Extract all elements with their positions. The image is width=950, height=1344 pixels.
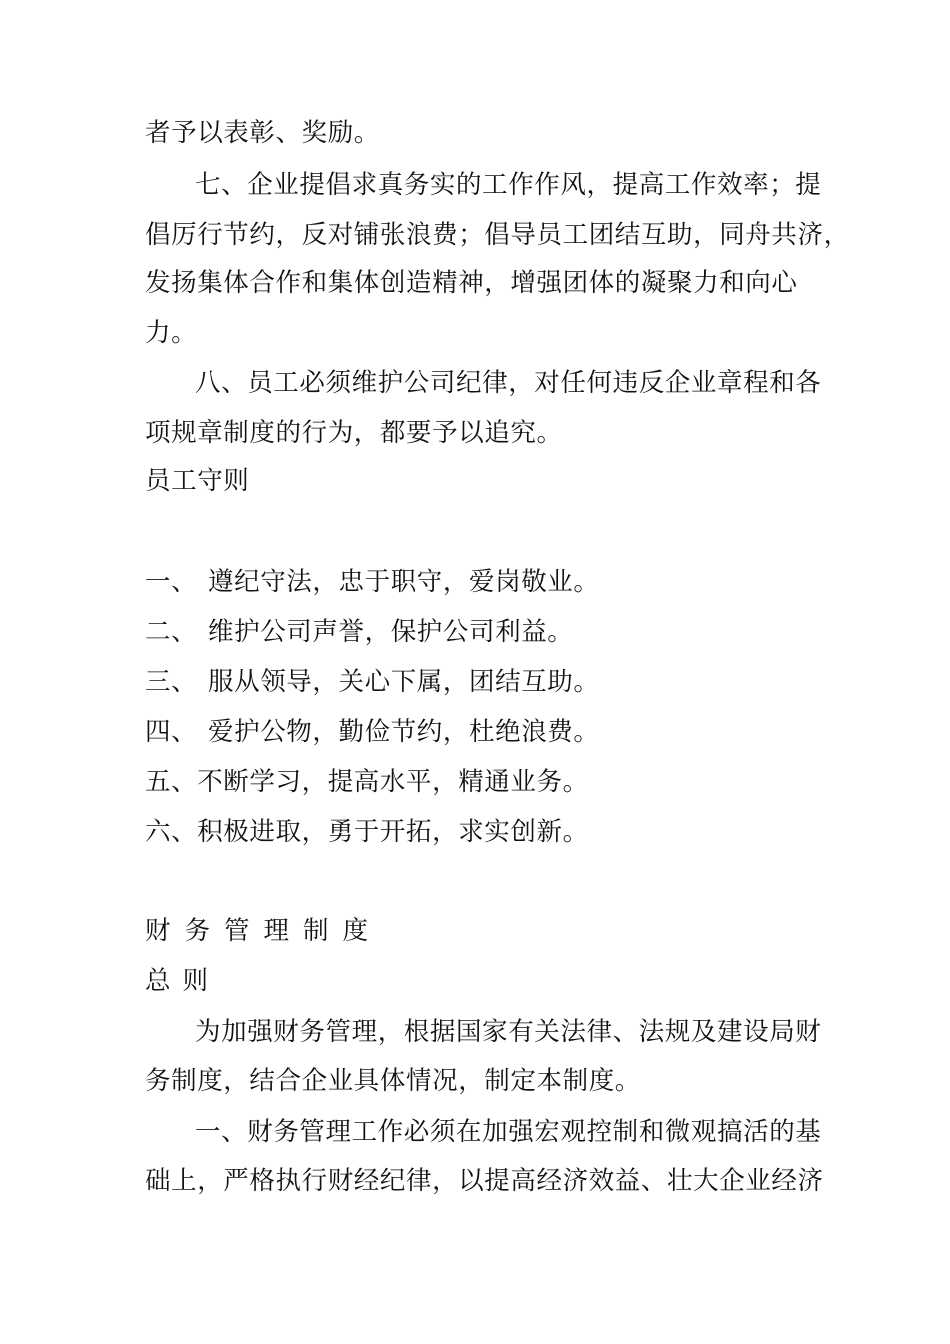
rule-8-line-1: 八、员工必须维护公司纪律，对任何违反企业章程和各 <box>195 368 822 398</box>
rule-7-line-4: 力。 <box>145 318 198 348</box>
code-item <box>145 617 573 647</box>
general-provisions-heading: 总则 <box>145 966 221 996</box>
rule-7-line-1: 七、企业提倡求真务实的工作作风，提高工作效率；提 <box>195 170 822 200</box>
rule-7-line-3: 发扬集体合作和集体创造精神，增强团体的凝聚力和向心 <box>145 268 798 298</box>
code-item-number: 五、 <box>145 767 198 797</box>
paragraph-continuation: 者予以表彰、奖励。 <box>145 118 380 148</box>
code-item <box>145 717 600 747</box>
clause-1-line-2: 础上，严格执行财经纪律，以提高经济效益、壮大企业经济 <box>145 1166 824 1196</box>
code-item-text: 维护公司声誉，保护公司利益。 <box>208 617 574 647</box>
code-item-text: 积极进取，勇于开拓，求实创新。 <box>197 817 589 847</box>
rule-8-line-2: 项规章制度的行为，都要予以追究。 <box>145 418 563 448</box>
intro-line-2: 务制度，结合企业具体情况，制定本制度。 <box>145 1066 641 1096</box>
code-item-number: 二、 <box>145 617 198 647</box>
clause-1-line-1: 一、财务管理工作必须在加强宏观控制和微观搞活的基 <box>195 1117 822 1147</box>
code-item-number: 一、 <box>145 567 198 597</box>
code-item-number: 四、 <box>145 717 198 747</box>
code-item-text: 爱护公物，勤俭节约，杜绝浪费。 <box>208 717 600 747</box>
code-item-text: 不断学习，提高水平，精通业务。 <box>197 767 589 797</box>
code-item <box>145 567 600 597</box>
code-item-text: 遵纪守法，忠于职守，爱岗敬业。 <box>208 567 600 597</box>
employee-code-heading: 员工守则 <box>145 466 250 496</box>
code-item-number: 三、 <box>145 667 198 697</box>
code-item-number: 六、 <box>145 817 198 847</box>
code-item-text: 服从领导，关心下属，团结互助。 <box>208 667 600 697</box>
finance-system-title: 财务管理制度 <box>145 916 383 946</box>
intro-line-1: 为加强财务管理，根据国家有关法律、法规及建设局财 <box>195 1017 822 1047</box>
code-item <box>145 667 600 697</box>
code-item <box>145 767 589 797</box>
rule-7-line-2: 倡厉行节约，反对铺张浪费；倡导员工团结互助，同舟共济， <box>145 220 850 250</box>
code-item <box>145 817 589 847</box>
